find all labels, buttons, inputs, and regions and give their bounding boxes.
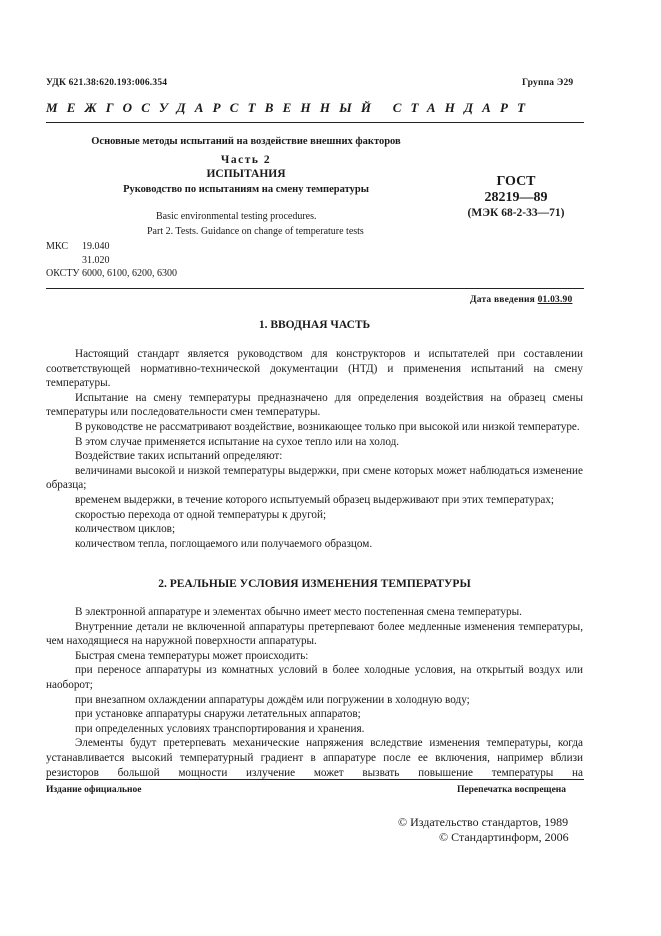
okstu-codes: ОКСТУ 6000, 6100, 6200, 6300 xyxy=(46,268,178,279)
intro-date-value: 01.03.90 xyxy=(537,295,573,305)
title-line1: Основные методы испытаний на воздействие внешних факторов xyxy=(91,136,401,147)
title-tests: ИСПЫТАНИЯ xyxy=(206,168,286,180)
header-rule xyxy=(46,122,584,123)
section1-body xyxy=(46,347,583,551)
intro-date xyxy=(470,295,572,305)
paragraph: Настоящий стандарт является руководством для конструкторов и испытателей при составлении соответствующей нормативно-технической документации (НТД) и применения испытаний на смену температуры. xyxy=(46,348,583,390)
copyright-1: © Издательство стандартов, 1989 xyxy=(398,815,569,829)
paragraph: В руководстве не рассматривают воздействие, возникающее только при высокой или низкой температуре. xyxy=(75,420,580,433)
paragraph: временем выдержки, в течение которого испытуемый образец выдерживают при этих температурах; xyxy=(75,493,554,506)
standard-type: МЕЖГОСУДАРСТВЕННЫЙ СТАНДАРТ xyxy=(46,100,535,115)
paragraph: величинами высокой и низкой температуры выдержки, при смене которых может наблюдаться изменение образца; xyxy=(46,464,583,492)
copyright-2: © Стандартинформ, 2006 xyxy=(439,830,569,844)
paragraph: количеством тепла, поглощаемого или получаемого образцом. xyxy=(75,537,373,550)
paragraph: при внезапном охлаждении аппаратуры дождём или погружении в холодную воду; xyxy=(75,693,470,706)
gost-number: 28219—89 xyxy=(484,190,548,205)
section2-body xyxy=(46,605,583,780)
paragraph: Элементы будут претерпевать механические напряжения вследствие изменения температуры, когда устанавливается высокий температурный градиент в аппаратуре после ее включения, например вблизи резисторов большой мощности излучение может вызвать повышение температуры на xyxy=(46,737,583,779)
paragraph: Воздействие таких испытаний определяют: xyxy=(75,450,283,463)
paragraph: В этом случае применяется испытание на сухое тепло или на холод. xyxy=(75,435,400,448)
paragraph: при переносе аппаратуры из комнатных условий в более холодные условия, на открытый воздух или наоборот; xyxy=(46,664,583,691)
paragraph: при установке аппаратуры снаружи летательных аппаратов; xyxy=(75,708,361,721)
gost-iec: (МЭК 68-2-33—71) xyxy=(467,207,565,219)
codes-rule xyxy=(46,288,584,289)
mks-label: МКС xyxy=(46,241,68,252)
paragraph: Испытание на смену температуры предназначено для определения воздействия на образец смены температуры или последовательности смен температуры. xyxy=(46,391,583,419)
section1-heading: 1. ВВОДНАЯ ЧАСТЬ xyxy=(258,319,371,331)
gost-label: ГОСТ xyxy=(496,174,536,189)
paragraph: при определенных условиях транспортирования и хранения. xyxy=(75,722,365,735)
paragraph: Внутренние детали не включенной аппаратуры претерпевают более медленные изменения температуры, чем находящиеся на наружной поверхности аппаратуры. xyxy=(46,620,583,648)
paragraph: Быстрая смена температуры может происходить: xyxy=(75,649,309,662)
paragraph: количеством циклов; xyxy=(75,523,176,536)
reprint-prohibited: Перепечатка воспрещена xyxy=(457,785,567,795)
udk-code: УДК 621.38:620.193:006.354 xyxy=(46,78,168,88)
title-guidance: Руководство по испытаниям на смену температуры xyxy=(123,184,369,195)
footer-rule xyxy=(46,779,584,780)
group-code: Группа Э29 xyxy=(522,78,574,88)
mks-code-1: 19.040 xyxy=(82,241,110,252)
section2-heading: 2. РЕАЛЬНЫЕ УСЛОВИЯ ИЗМЕНЕНИЯ ТЕМПЕРАТУРЫ xyxy=(158,578,471,590)
edition-official: Издание официальное xyxy=(46,785,142,795)
mks-code-2: 31.020 xyxy=(82,255,110,266)
paragraph: скоростью перехода от одной температуры к другой; xyxy=(75,508,327,521)
title-english-1: Basic environmental testing procedures. xyxy=(156,211,317,222)
paragraph: В электронной аппаратуре и элементах обычно имеет место постепенная смена температуры. xyxy=(75,606,522,618)
title-english-2: Part 2. Tests. Guidance on change of temperature tests xyxy=(147,226,364,237)
intro-date-label: Дата введения xyxy=(470,295,536,305)
title-part: Часть 2 xyxy=(220,154,272,166)
